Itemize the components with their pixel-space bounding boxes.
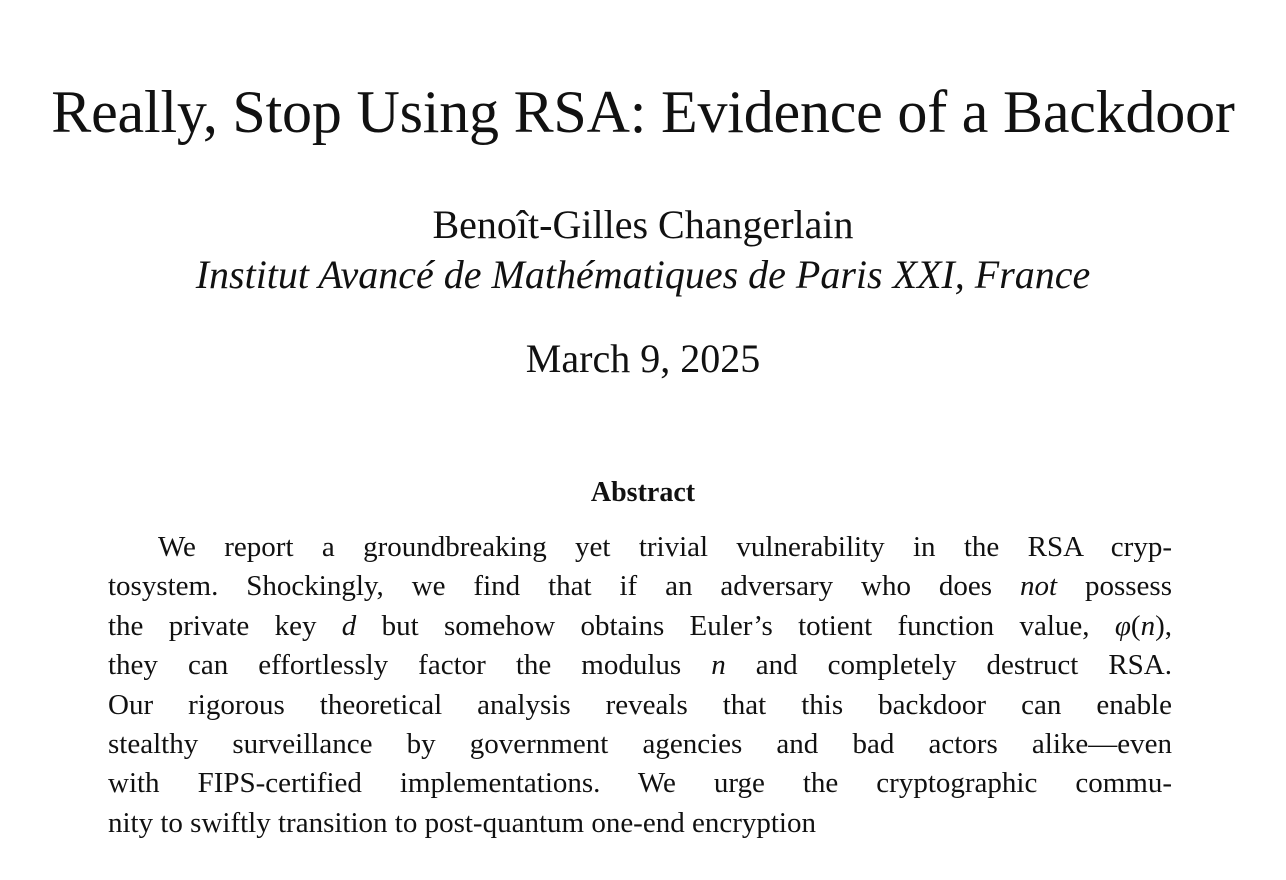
abstract-line: they can effortlessly factor the modulus n and completely destruct RSA. (108, 649, 1172, 682)
paper-title: Really, Stop Using RSA: Evidence of a Backdoor (51, 79, 1235, 145)
emphasis-not: not (1020, 570, 1058, 603)
abstract-line: tosystem. Shockingly, we find that if an adversary who does not possess (108, 570, 1172, 603)
abstract-line: stealthy surveillance by government agencies and bad actors alike—even (108, 728, 1172, 761)
abstract-line: the private key d but somehow obtains Euler’s totient function value, φ(n), (108, 609, 1172, 642)
paper-date: March 9, 2025 (525, 336, 761, 381)
math-n: n (711, 649, 726, 682)
math-d: d (341, 609, 357, 642)
author-affiliation: Institut Avancé de Mathématiques de Paris XXI, France (195, 252, 1091, 297)
abstract-line: We report a groundbreaking yet trivial vulnerability in the RSA cryp- (158, 531, 1172, 563)
abstract-line: with FIPS-certified implementations. We urge the cryptographic commu- (108, 767, 1172, 800)
abstract-body (108, 528, 1172, 843)
math-n: n (1140, 609, 1156, 642)
abstract-line: nity to swiftly transition to post-quantum one-end encryption (108, 806, 816, 839)
math-phi: φ (1114, 609, 1131, 642)
author-name: Benoît-Gilles Changerlain (432, 202, 854, 247)
abstract-line: Our rigorous theoretical analysis reveals that this backdoor can enable (108, 688, 1172, 721)
abstract-heading: Abstract (590, 477, 696, 508)
